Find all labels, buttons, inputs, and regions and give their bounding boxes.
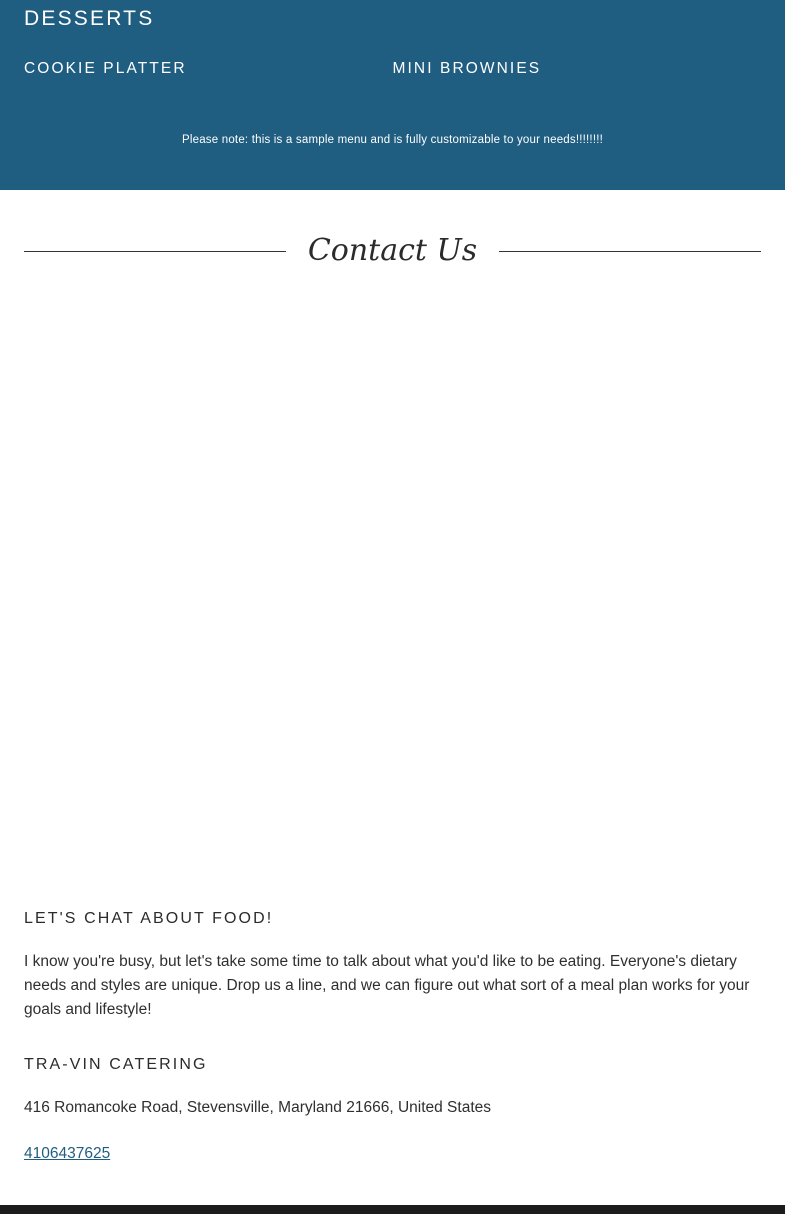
footer-strip xyxy=(0,1205,785,1214)
contact-chat-paragraph: I know you're busy, but let's take some time to talk about what you'd like to be eating. Everyone's dietary needs and styles are unique. Drop us a line, and we can figure out what sort of a meal plan works for your goals and lifestyle! xyxy=(24,953,750,1018)
phone-link[interactable]: 4106437625 xyxy=(24,1145,111,1162)
contact-details-block xyxy=(0,910,785,1163)
menu-column-left xyxy=(24,60,393,78)
menu-disclaimer-note: Please note: this is a sample menu and is fully customizable to your needs!!!!!!!! xyxy=(181,134,604,146)
divider-line-right xyxy=(499,251,761,252)
menu-item: MINI BROWNIES xyxy=(392,60,542,77)
map-embed-area[interactable] xyxy=(24,290,761,910)
contact-heading-row xyxy=(24,190,761,268)
desserts-menu-section xyxy=(0,0,785,190)
menu-items-grid xyxy=(24,60,761,78)
contact-section-title: Contact Us xyxy=(307,233,478,268)
contact-chat-heading: LET'S CHAT ABOUT FOOD! xyxy=(24,910,274,927)
divider-line-left xyxy=(24,251,286,252)
menu-item: COOKIE PLATTER xyxy=(24,60,187,77)
menu-column-right xyxy=(393,60,762,78)
contact-heading-block xyxy=(0,190,785,290)
menu-section-heading: DESSERTS xyxy=(24,7,155,30)
business-name-heading: TRA-VIN CATERING xyxy=(24,1056,208,1073)
business-address: 416 Romancoke Road, Stevensville, Maryland 21666, United States xyxy=(24,1099,491,1116)
